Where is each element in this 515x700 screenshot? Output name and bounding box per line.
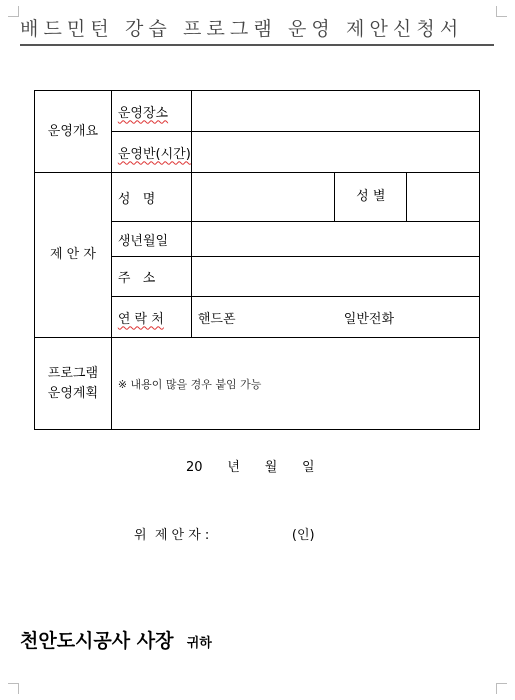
date-line: 20 년 월 일 [186, 460, 315, 475]
name-label: 성 명 [111, 173, 191, 222]
table-row [35, 338, 480, 430]
program-note: ※ 내용이 많을 경우 붙임 가능 [117, 377, 262, 391]
section-proposer-label: 제 안 자 [35, 173, 112, 338]
birth-date-label: 생년월일 [111, 222, 191, 257]
page-corner-mark [496, 6, 507, 17]
location-field[interactable] [191, 91, 479, 132]
class-time-field[interactable] [191, 132, 479, 173]
page-corner-mark [8, 683, 19, 694]
section-operation-label: 운영개요 [35, 91, 112, 173]
applicant-signature-line: 위 제 안 자 : (인) [134, 528, 315, 543]
class-time-label: 운영반(시간) [111, 132, 191, 173]
gender-label: 성 별 [335, 173, 407, 222]
page-corner-mark [8, 6, 19, 17]
contact-field[interactable] [191, 297, 479, 338]
contact-label: 연 락 처 [111, 297, 191, 338]
birth-date-field[interactable] [191, 222, 479, 257]
location-label: 운영장소 [111, 91, 191, 132]
table-row [35, 91, 480, 132]
honorific: 귀하 [186, 636, 212, 651]
table-row [35, 173, 480, 222]
page-corner-mark [496, 683, 507, 694]
gender-field[interactable] [407, 173, 480, 222]
section-program-label: 프로그램 운영계획 [35, 338, 112, 430]
mobile-label: 핸드폰 [197, 311, 236, 327]
proposal-form-table [34, 90, 480, 430]
address-label: 주 소 [111, 257, 191, 297]
addressee: 천안도시공사 사장 귀하 [20, 630, 212, 652]
program-plan-field[interactable] [111, 338, 479, 430]
address-field[interactable] [191, 257, 479, 297]
name-field[interactable] [191, 173, 335, 222]
document-title: 배드민턴 강습 프로그램 운영 제안신청서 [20, 14, 494, 46]
landline-label: 일반전화 [343, 311, 395, 327]
